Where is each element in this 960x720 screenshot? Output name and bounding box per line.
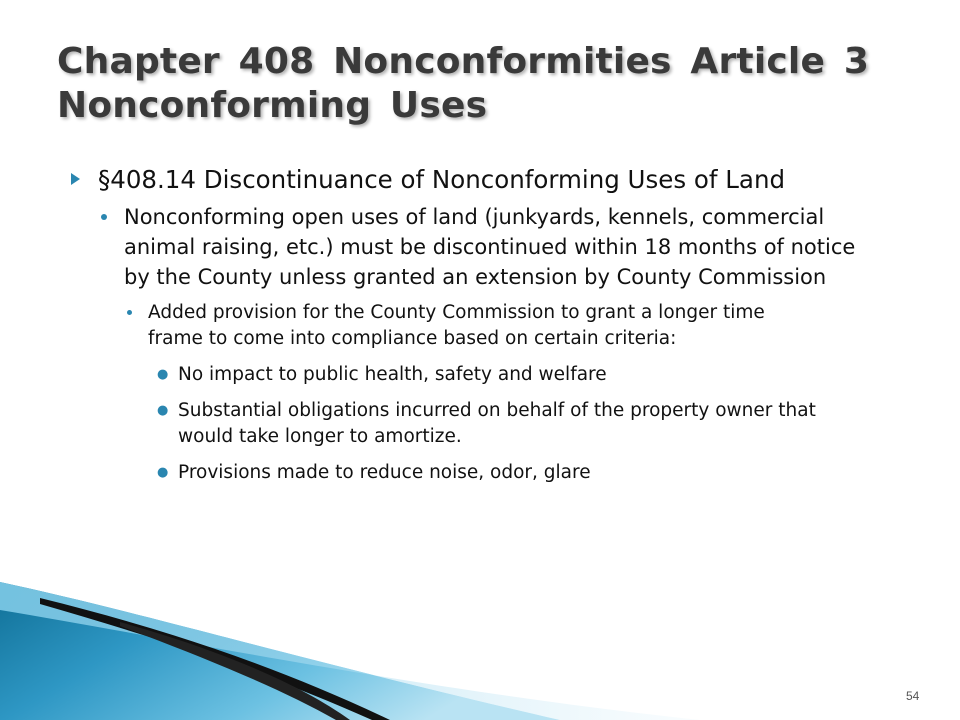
criteria-item bbox=[154, 398, 828, 450]
small-dot-bullet-icon: ● bbox=[157, 403, 169, 418]
heading-bullet bbox=[70, 163, 910, 196]
triangle-bullet-icon bbox=[71, 173, 80, 185]
criteria-text: Substantial obligations incurred on behalf of the property owner that would take longer to amortize. bbox=[178, 400, 816, 447]
subpoint-text: Added provision for the County Commission to grant a longer time frame to come into compliance based on certain criteria: bbox=[148, 302, 765, 349]
dot-bullet-icon bbox=[127, 310, 132, 315]
criteria-text: Provisions made to reduce noise, odor, glare bbox=[178, 462, 591, 483]
heading-text: §408.14 Discontinuance of Nonconforming Uses of Land bbox=[98, 165, 786, 194]
criteria-text: No impact to public health, safety and welfare bbox=[178, 364, 607, 385]
dot-bullet-icon bbox=[101, 214, 107, 220]
slide-title: Chapter 408 Nonconformities Article 3 Nonconforming Uses bbox=[57, 41, 870, 126]
criteria-item bbox=[154, 362, 828, 388]
small-dot-bullet-icon: ● bbox=[157, 465, 169, 480]
subpoint-bullet bbox=[124, 300, 820, 352]
slide-number: 54 bbox=[906, 689, 920, 703]
criteria-item bbox=[154, 460, 828, 486]
slide-body bbox=[70, 163, 910, 486]
point-text: Nonconforming open uses of land (junkyards, kennels, commercial animal raising, etc.) must be discontinued within 18 months of notice by the County unless granted an extension by County Commission bbox=[124, 205, 856, 289]
small-dot-bullet-icon: ● bbox=[157, 367, 169, 382]
point-bullet bbox=[98, 202, 884, 292]
